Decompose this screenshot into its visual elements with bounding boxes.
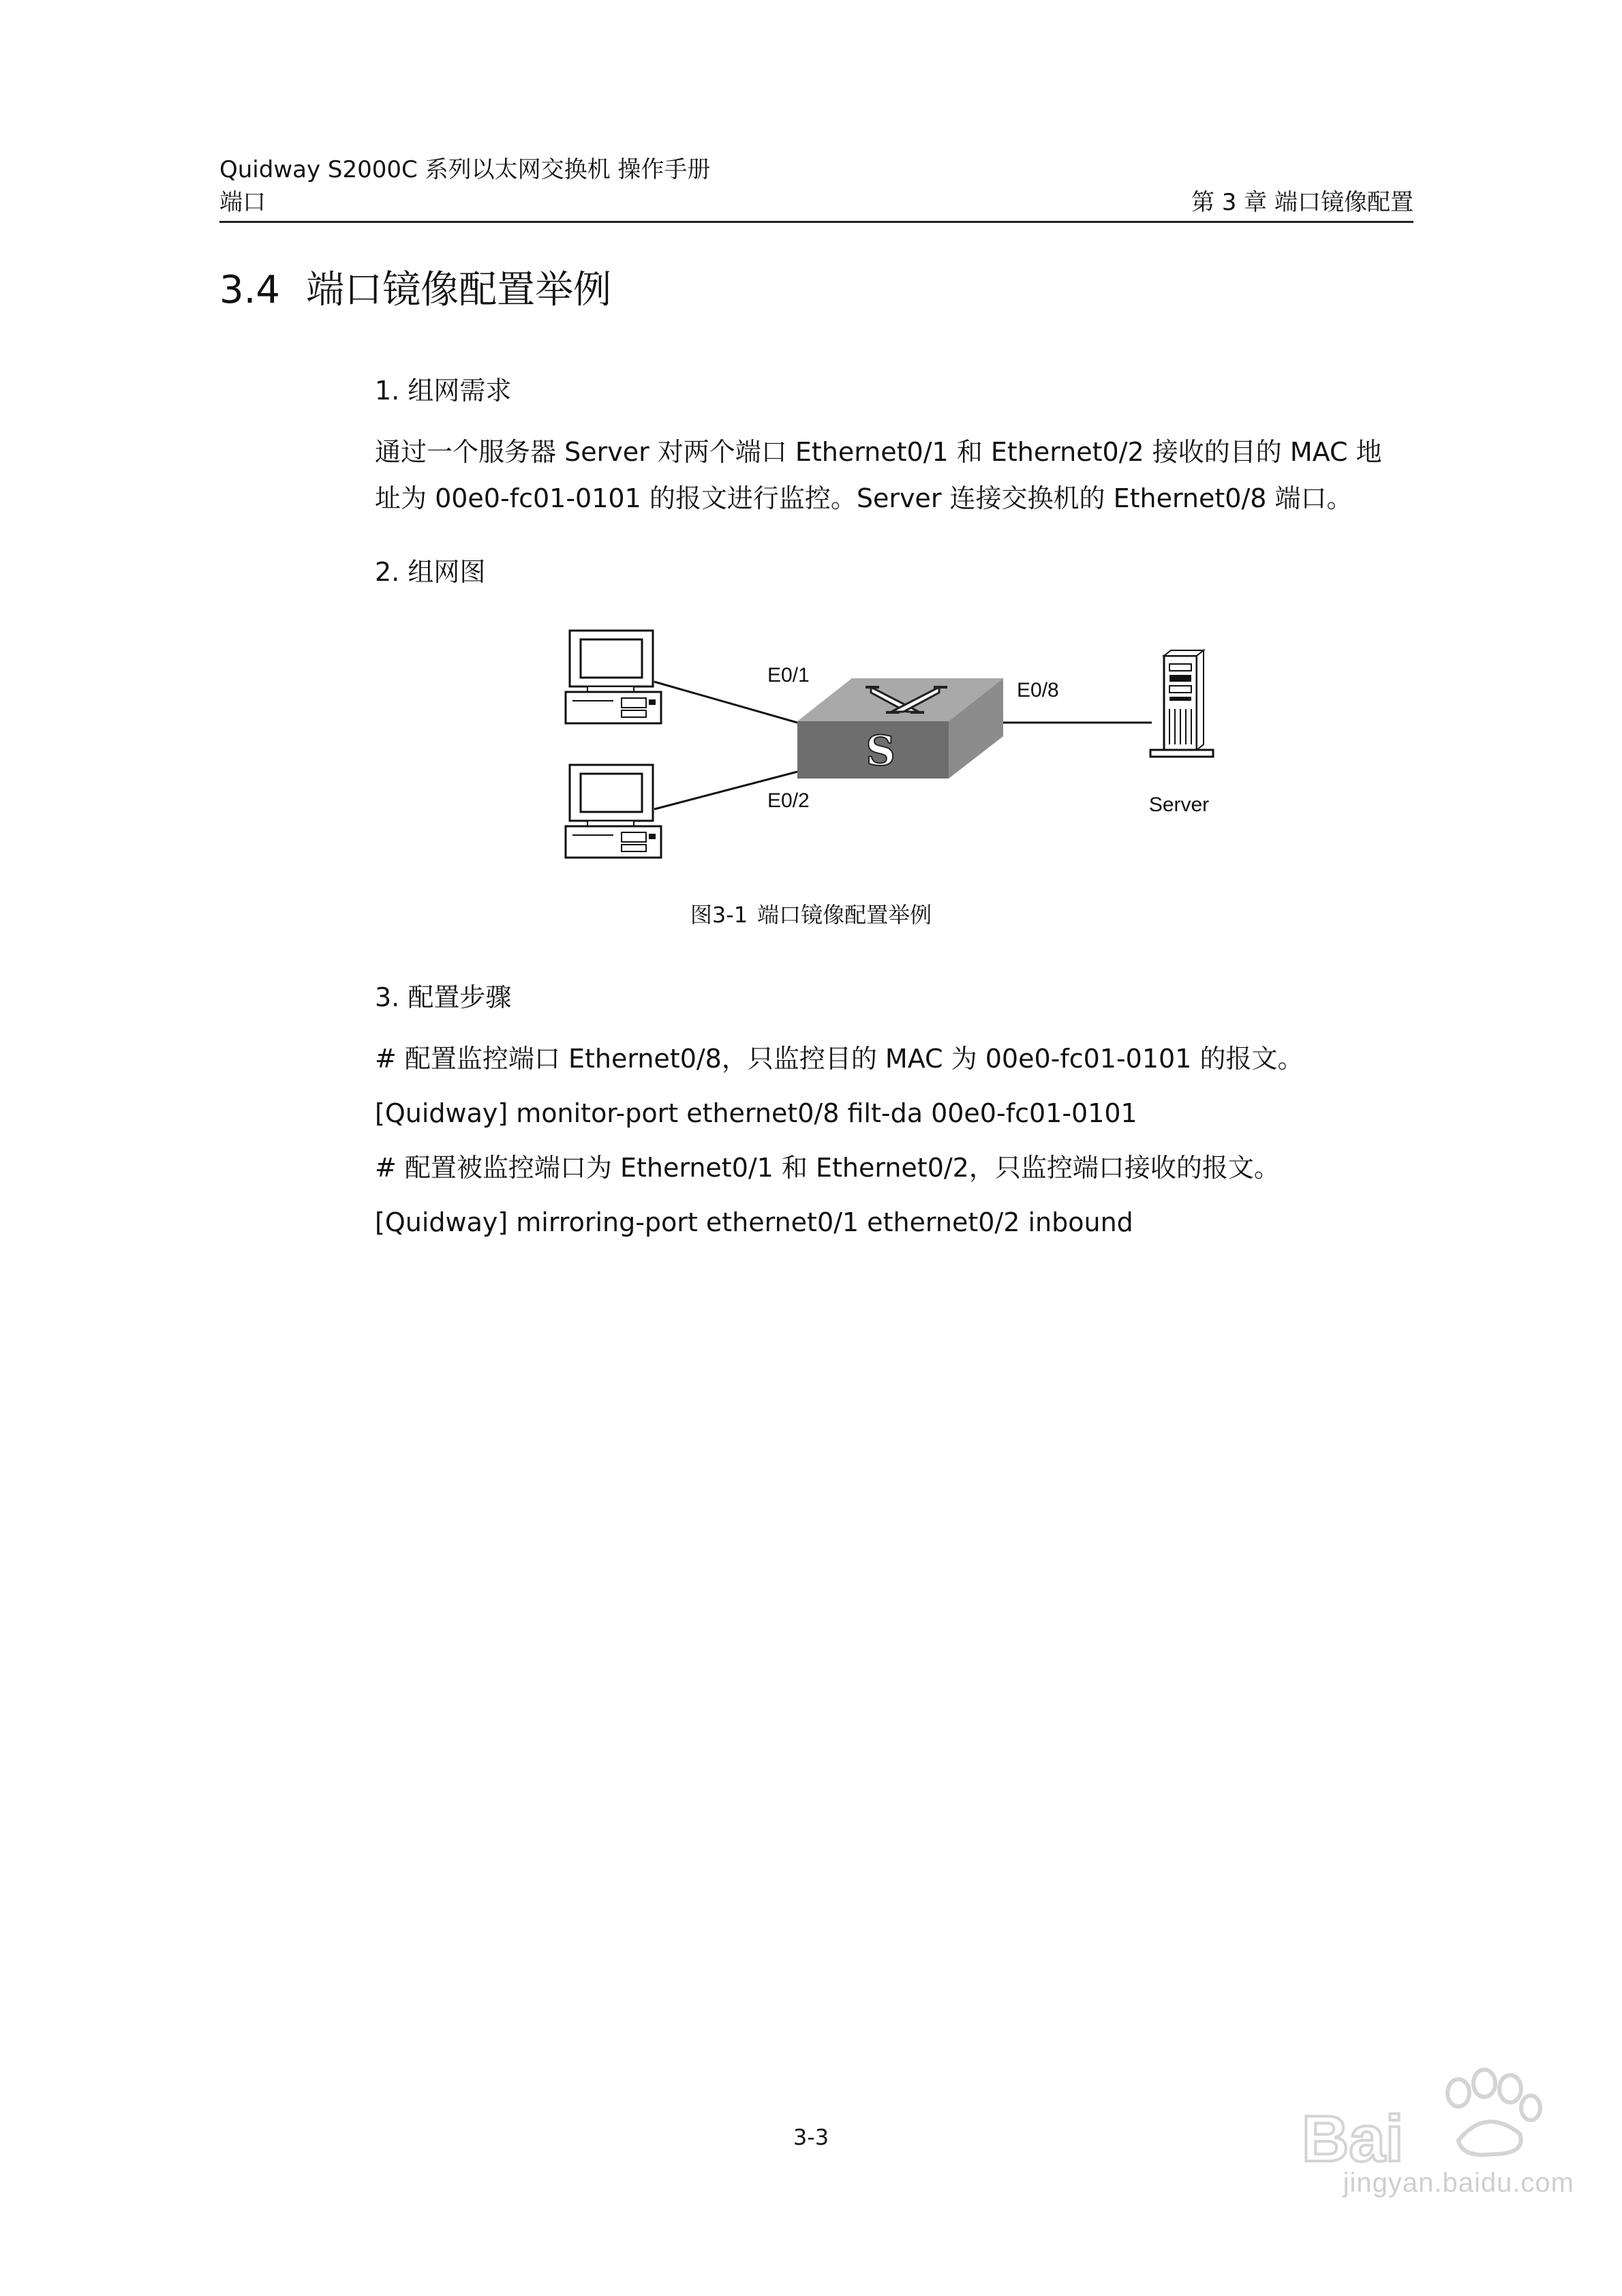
figure-number: 图3-1 [690, 902, 748, 928]
requirements-line-2: 址为 00e0-fc01-0101 的报文进行监控。Server 连接交换机的 Ethernet0/8 端口。 [375, 483, 1353, 513]
switch-icon [797, 678, 1003, 779]
requirements-heading: 1. 组网需求 [375, 376, 512, 406]
label-e0-1: E0/1 [767, 664, 810, 686]
requirements-line-1: 通过一个服务器 Server 对两个端口 Ethernet0/1 和 Ethernet0/2 接收的目的 MAC 地 [375, 437, 1382, 467]
svg-text:Bai: Bai [1302, 2102, 1404, 2168]
chapter-title: 第 3 章 端口镜像配置 [1191, 189, 1413, 216]
step-comment-2: # 配置被监控端口为 Ethernet0/1 和 Ethernet0/2，只监控端口接收的报文。 [375, 1153, 1280, 1183]
section-name: 端口 [219, 189, 266, 216]
steps-heading: 3. 配置步骤 [375, 982, 512, 1012]
baidu-paw-logo [1288, 2066, 1574, 2168]
watermark-site: jingyan.baidu.com [1343, 2168, 1574, 2198]
switch-letter: S [866, 727, 896, 775]
link-e0-1 [654, 682, 797, 723]
section-number: 3.4 [219, 268, 281, 312]
header-divider [219, 221, 1413, 223]
step-comment-1: # 配置监控端口 Ethernet0/8，只监控目的 MAC 为 00e0-fc01-0101 的报文。 [375, 1044, 1304, 1074]
network-diagram [545, 614, 1254, 886]
pc-2-icon [566, 765, 661, 858]
manual-title: Quidway S2000C 系列以太网交换机 操作手册 [219, 156, 711, 183]
server-icon [1150, 650, 1213, 757]
watermark [1288, 2066, 1574, 2270]
label-e0-8: E0/8 [1017, 679, 1059, 701]
step-command-1: [Quidway] monitor-port ethernet0/8 filt-da 00e0-fc01-0101 [375, 1098, 1137, 1128]
pc-1-icon [566, 631, 661, 723]
section-heading [219, 266, 611, 315]
figure-caption [0, 901, 1622, 928]
page-number: 3-3 [793, 2124, 829, 2150]
section-title: 端口镜像配置举例 [306, 268, 612, 312]
figure-caption-text: 端口镜像配置举例 [757, 902, 932, 928]
label-server: Server [1148, 794, 1210, 816]
step-command-2: [Quidway] mirroring-port ethernet0/1 ethernet0/2 inbound [375, 1207, 1133, 1237]
label-e0-2: E0/2 [767, 789, 810, 812]
diagram-heading: 2. 组网图 [375, 557, 486, 587]
